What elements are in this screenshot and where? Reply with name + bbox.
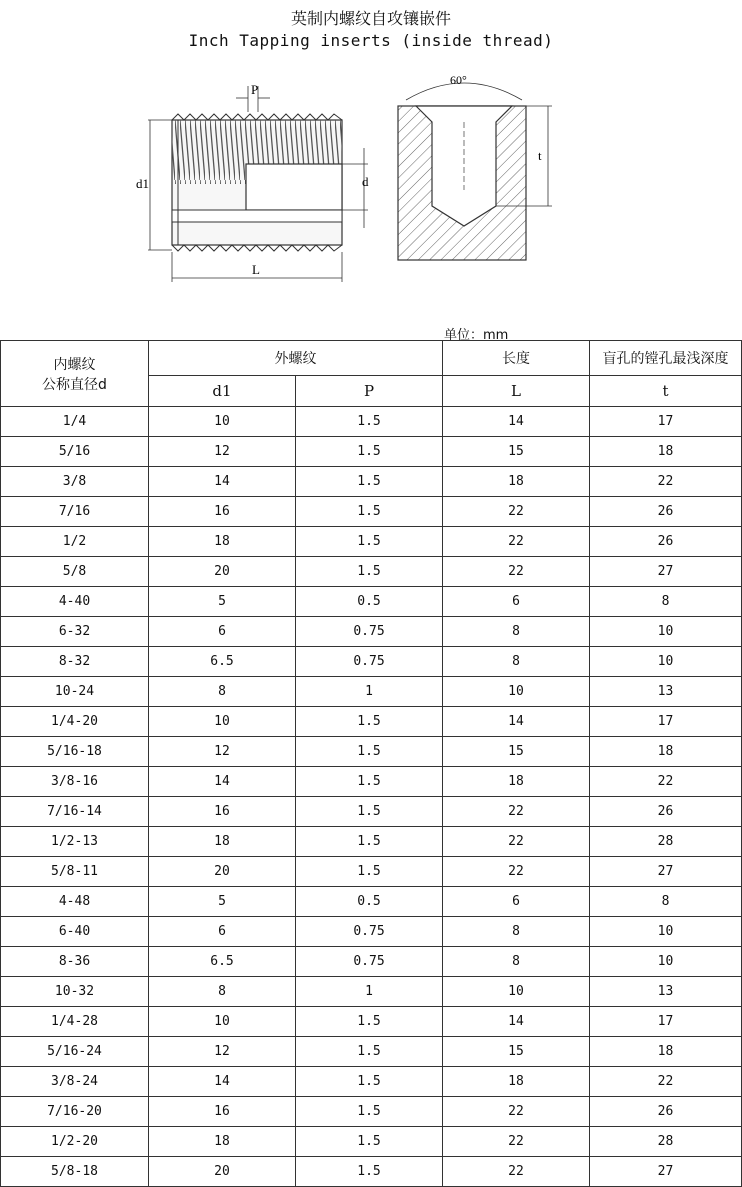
cell-l: 14	[443, 707, 590, 737]
cell-p: 1.5	[296, 767, 443, 797]
cell-l: 8	[443, 947, 590, 977]
cell-t: 26	[590, 527, 742, 557]
header-nominal-line2: 公称直径d	[42, 376, 107, 393]
cell-nominal-d: 1/4-20	[1, 707, 149, 737]
cell-l: 15	[443, 437, 590, 467]
label-d1: d1	[136, 176, 149, 191]
cell-t: 18	[590, 1037, 742, 1067]
cell-l: 15	[443, 737, 590, 767]
cell-l: 22	[443, 827, 590, 857]
cell-p: 1.5	[296, 1067, 443, 1097]
table-row	[1, 497, 742, 527]
header-outer-thread: 外螺纹	[149, 341, 443, 376]
cell-p: 1.5	[296, 1127, 443, 1157]
cell-t: 28	[590, 827, 742, 857]
cell-l: 22	[443, 557, 590, 587]
cell-t: 22	[590, 767, 742, 797]
label-p: P	[251, 82, 259, 97]
cell-d1: 10	[149, 1007, 296, 1037]
cell-l: 14	[443, 1007, 590, 1037]
table-row	[1, 527, 742, 557]
subheader-d1: d1	[149, 376, 296, 407]
cell-p: 0.5	[296, 587, 443, 617]
cell-nominal-d: 6-40	[1, 917, 149, 947]
cell-p: 1.5	[296, 527, 443, 557]
cell-d1: 6	[149, 617, 296, 647]
cell-p: 1	[296, 677, 443, 707]
table-row	[1, 587, 742, 617]
cell-p: 1.5	[296, 797, 443, 827]
cell-nominal-d: 7/16-20	[1, 1097, 149, 1127]
cell-d1: 14	[149, 467, 296, 497]
table-row	[1, 1127, 742, 1157]
cell-l: 18	[443, 767, 590, 797]
subheader-l: L	[443, 376, 590, 407]
cell-d1: 5	[149, 587, 296, 617]
cell-d1: 18	[149, 1127, 296, 1157]
table-row	[1, 947, 742, 977]
cell-d1: 5	[149, 887, 296, 917]
table-row	[1, 827, 742, 857]
cell-d1: 6.5	[149, 947, 296, 977]
table-row	[1, 887, 742, 917]
cell-l: 18	[443, 1067, 590, 1097]
cell-t: 13	[590, 677, 742, 707]
cell-l: 22	[443, 857, 590, 887]
cell-nominal-d: 1/4-28	[1, 1007, 149, 1037]
cell-d1: 16	[149, 497, 296, 527]
table-row	[1, 737, 742, 767]
label-d: d	[362, 174, 369, 189]
cell-t: 27	[590, 557, 742, 587]
cell-d1: 16	[149, 797, 296, 827]
table-row	[1, 467, 742, 497]
cell-p: 1.5	[296, 437, 443, 467]
cell-d1: 10	[149, 707, 296, 737]
cell-p: 0.75	[296, 617, 443, 647]
cell-d1: 12	[149, 437, 296, 467]
table-row	[1, 437, 742, 467]
cell-p: 1.5	[296, 467, 443, 497]
header-nominal-diameter	[1, 341, 149, 407]
cell-nominal-d: 7/16	[1, 497, 149, 527]
cell-d1: 18	[149, 527, 296, 557]
subheader-p: P	[296, 376, 443, 407]
cell-d1: 6	[149, 917, 296, 947]
label-t: t	[538, 148, 542, 163]
table-row	[1, 707, 742, 737]
cell-p: 1.5	[296, 737, 443, 767]
cell-t: 18	[590, 437, 742, 467]
table-row	[1, 1157, 742, 1187]
cell-nominal-d: 3/8-16	[1, 767, 149, 797]
cell-t: 13	[590, 977, 742, 1007]
cell-nominal-d: 8-32	[1, 647, 149, 677]
table-row	[1, 767, 742, 797]
cell-l: 10	[443, 977, 590, 1007]
cell-p: 0.75	[296, 917, 443, 947]
cell-nominal-d: 5/16	[1, 437, 149, 467]
cell-d1: 18	[149, 827, 296, 857]
cell-t: 28	[590, 1127, 742, 1157]
cell-nominal-d: 5/16-18	[1, 737, 149, 767]
cell-p: 1.5	[296, 497, 443, 527]
cell-p: 1.5	[296, 707, 443, 737]
cell-nominal-d: 5/8-18	[1, 1157, 149, 1187]
cell-t: 10	[590, 647, 742, 677]
unit-label: 单位：mm	[444, 328, 509, 343]
cell-nominal-d: 6-32	[1, 617, 149, 647]
cell-p: 1.5	[296, 857, 443, 887]
cell-d1: 10	[149, 407, 296, 437]
cell-nominal-d: 10-24	[1, 677, 149, 707]
cell-p: 0.5	[296, 887, 443, 917]
cell-l: 22	[443, 527, 590, 557]
cell-l: 22	[443, 1157, 590, 1187]
cell-d1: 14	[149, 1067, 296, 1097]
hole-section-view	[398, 73, 552, 260]
cell-l: 22	[443, 497, 590, 527]
cell-nominal-d: 1/2-13	[1, 827, 149, 857]
cell-p: 0.75	[296, 947, 443, 977]
cell-l: 10	[443, 677, 590, 707]
cell-t: 10	[590, 617, 742, 647]
cell-nominal-d: 8-36	[1, 947, 149, 977]
insert-side-view	[136, 82, 369, 282]
cell-d1: 14	[149, 767, 296, 797]
header-min-depth: 盲孔的镗孔最浅深度	[590, 341, 742, 376]
cell-l: 8	[443, 917, 590, 947]
insert-technical-drawing	[120, 60, 560, 290]
cell-d1: 6.5	[149, 647, 296, 677]
cell-nominal-d: 5/16-24	[1, 1037, 149, 1067]
cell-d1: 20	[149, 557, 296, 587]
cell-p: 1.5	[296, 557, 443, 587]
cell-l: 6	[443, 587, 590, 617]
cell-t: 27	[590, 857, 742, 887]
table-row	[1, 1037, 742, 1067]
cell-p: 0.75	[296, 647, 443, 677]
cell-d1: 16	[149, 1097, 296, 1127]
table-row	[1, 797, 742, 827]
cell-l: 22	[443, 797, 590, 827]
cell-t: 17	[590, 1007, 742, 1037]
cell-t: 18	[590, 737, 742, 767]
spec-table	[0, 340, 742, 1187]
table-row	[1, 647, 742, 677]
subheader-t: t	[590, 376, 742, 407]
cell-t: 17	[590, 407, 742, 437]
cell-nominal-d: 3/8-24	[1, 1067, 149, 1097]
cell-d1: 20	[149, 857, 296, 887]
cell-t: 27	[590, 1157, 742, 1187]
table-row	[1, 1067, 742, 1097]
cell-l: 8	[443, 617, 590, 647]
cell-t: 26	[590, 1097, 742, 1127]
cell-l: 15	[443, 1037, 590, 1067]
cell-nominal-d: 3/8	[1, 467, 149, 497]
table-body	[1, 407, 742, 1187]
table-row	[1, 557, 742, 587]
cell-nominal-d: 1/2-20	[1, 1127, 149, 1157]
cell-t: 17	[590, 707, 742, 737]
cell-l: 18	[443, 467, 590, 497]
cell-nominal-d: 5/8-11	[1, 857, 149, 887]
cell-l: 6	[443, 887, 590, 917]
cell-p: 1.5	[296, 1097, 443, 1127]
table-row	[1, 407, 742, 437]
cell-t: 8	[590, 887, 742, 917]
page-title-english: Inch Tapping inserts (inside thread)	[188, 31, 554, 50]
cell-nominal-d: 4-48	[1, 887, 149, 917]
cell-l: 22	[443, 1097, 590, 1127]
cell-l: 14	[443, 407, 590, 437]
cell-d1: 12	[149, 1037, 296, 1067]
cell-t: 10	[590, 917, 742, 947]
cell-d1: 8	[149, 977, 296, 1007]
cell-nominal-d: 1/2	[1, 527, 149, 557]
cell-d1: 20	[149, 1157, 296, 1187]
cell-nominal-d: 10-32	[1, 977, 149, 1007]
cell-p: 1.5	[296, 1157, 443, 1187]
header-nominal-line1: 内螺纹	[53, 356, 96, 373]
cell-nominal-d: 5/8	[1, 557, 149, 587]
cell-t: 22	[590, 1067, 742, 1097]
cell-l: 22	[443, 1127, 590, 1157]
cell-t: 26	[590, 497, 742, 527]
cell-l: 8	[443, 647, 590, 677]
table-row	[1, 917, 742, 947]
cell-t: 26	[590, 797, 742, 827]
cell-p: 1.5	[296, 827, 443, 857]
cell-p: 1.5	[296, 1037, 443, 1067]
label-angle: 60°	[450, 73, 467, 87]
header-length: 长度	[443, 341, 590, 376]
page-title-chinese: 英制内螺纹自攻镶嵌件	[290, 9, 451, 28]
table-row	[1, 857, 742, 887]
table-row	[1, 617, 742, 647]
table-row	[1, 677, 742, 707]
cell-t: 22	[590, 467, 742, 497]
cell-nominal-d: 1/4	[1, 407, 149, 437]
table-row	[1, 1007, 742, 1037]
cell-t: 10	[590, 947, 742, 977]
cell-d1: 8	[149, 677, 296, 707]
cell-d1: 12	[149, 737, 296, 767]
cell-nominal-d: 7/16-14	[1, 797, 149, 827]
cell-p: 1.5	[296, 1007, 443, 1037]
cell-nominal-d: 4-40	[1, 587, 149, 617]
cell-t: 8	[590, 587, 742, 617]
table-row	[1, 977, 742, 1007]
cell-p: 1.5	[296, 407, 443, 437]
cell-p: 1	[296, 977, 443, 1007]
label-l: L	[252, 262, 260, 277]
table-row	[1, 1097, 742, 1127]
